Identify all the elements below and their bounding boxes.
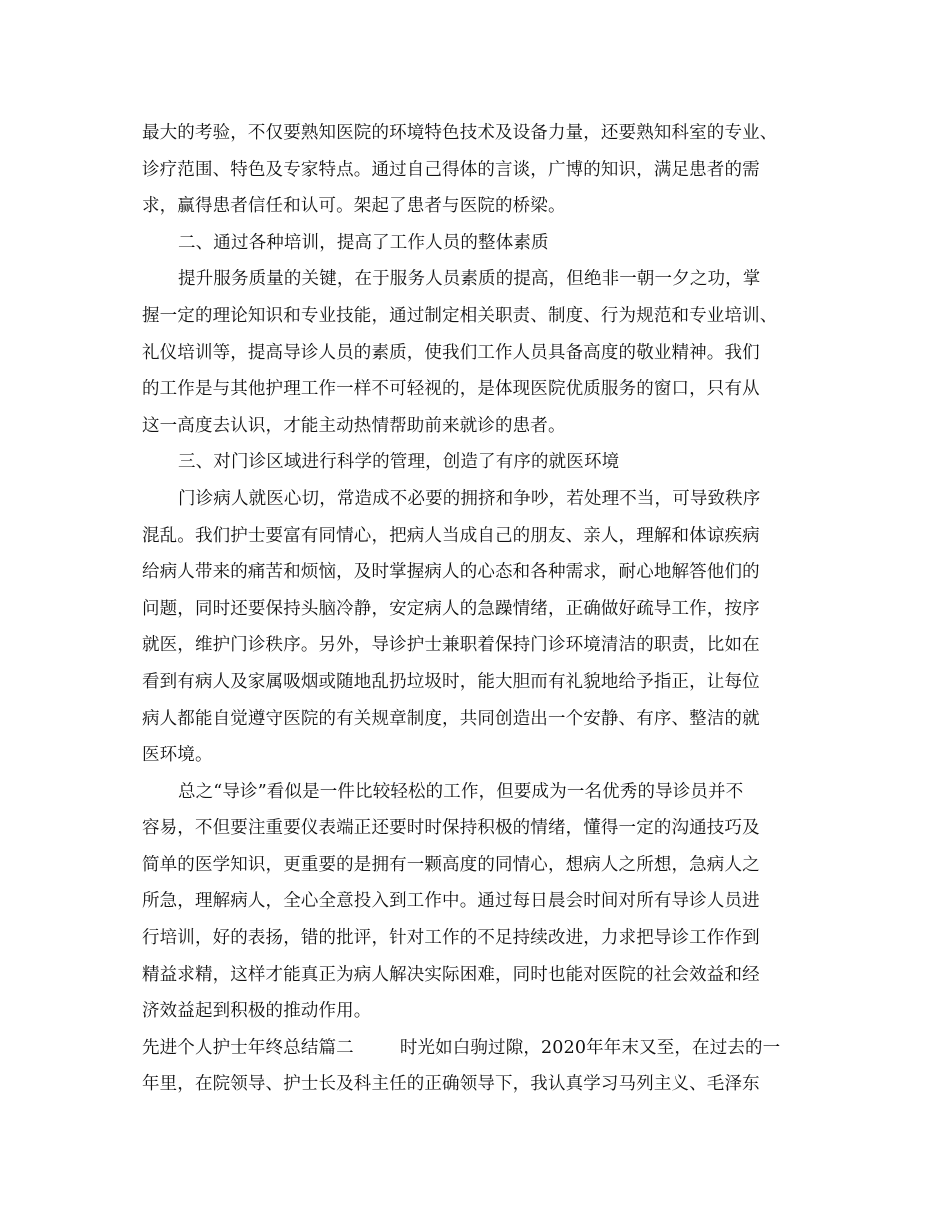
text-line: 病人都能自觉遵守医院的有关规章制度，共同创造出一个安静、有序、整洁的就	[142, 708, 760, 729]
section-lead: 时光如白驹过隙，2020年年末又至，在过去的一	[399, 1037, 781, 1058]
text-line: 行培训，好的表扬，错的批评，针对工作的不足持续改进，力求把导诊工作作到	[142, 928, 760, 949]
text-line: 容易，不但要注重要仪表端正还要时时保持积极的情绪，懂得一定的沟通技巧及	[142, 818, 760, 839]
text-line: 的工作是与其他护理工作一样不可轻视的，是体现医院优质服务的窗口，只有从	[142, 379, 760, 400]
text-line: 医环境。	[142, 745, 213, 766]
section-title-line	[142, 1030, 812, 1067]
text-line: 提升服务质量的关键，在于服务人员素质的提高，但绝非一朝一夕之功，掌	[178, 269, 761, 290]
text-line: 给病人带来的痛苦和烦恼，及时掌握病人的心态和各种需求，耐心地解答他们的	[142, 562, 760, 583]
text-line: 就医，维护门诊秩序。另外，导诊护士兼职着保持门诊环境清洁的职责，比如在	[142, 635, 760, 656]
text-line: 这一高度去认识，才能主动热情帮助前来就诊的患者。	[142, 415, 566, 436]
section-heading-2: 二、通过各种培训，提高了工作人员的整体素质	[178, 232, 549, 253]
text-line: 济效益起到积极的推动作用。	[142, 1001, 372, 1022]
text-line: 总之“导诊”看似是一件比较轻松的工作，但要成为一名优秀的导诊员并不	[178, 781, 744, 802]
section-heading: 先进个人护士年终总结篇二	[142, 1037, 354, 1058]
text-line: 门诊病人就医心切，常造成不必要的拥挤和争吵，若处理不当，可导致秩序	[178, 488, 761, 509]
text-line: 最大的考验，不仅要熟知医院的环境特色技术及设备力量，还要熟知科室的专业、	[142, 123, 778, 143]
text-line: 混乱。我们护士要富有同情心，把病人当成自己的朋友、亲人，理解和体谅疾病	[142, 525, 760, 546]
text-line: 问题，同时还要保持头脑冷静，安定病人的急躁情绪，正确做好疏导工作，按序	[142, 598, 760, 619]
text-line: 握一定的理论知识和专业技能，通过制定相关职责、制度、行为规范和专业培训、	[142, 305, 778, 326]
text-line: 年里，在院领导、护士长及科主任的正确领导下，我认真学习马列主义、毛泽东	[142, 1074, 760, 1095]
text-line: 礼仪培训等，提高导诊人员的素质，使我们工作人员具备高度的敬业精神。我们	[142, 342, 760, 363]
text-line: 所急，理解病人，全心全意投入到工作中。通过每日晨会时间对所有导诊人员进	[142, 891, 760, 912]
text-line: 看到有病人及家属吸烟或随地乱扔垃圾时，能大胆而有礼貌地给予指正，让每位	[142, 671, 760, 692]
text-line: 简单的医学知识，更重要的是拥有一颗高度的同情心，想病人之所想，急病人之	[142, 854, 760, 875]
document-body	[142, 115, 812, 1103]
section-heading-3: 三、对门诊区域进行科学的管理，创造了有序的就医环境	[178, 452, 620, 473]
text-line: 求，赢得患者信任和认可。架起了患者与医院的桥梁。	[142, 196, 566, 217]
text-line: 精益求精，这样才能真正为病人解决实际困难，同时也能对医院的社会效益和经	[142, 964, 760, 985]
text-line: 诊疗范围、特色及专家特点。通过自己得体的言谈，广博的知识，满足患者的需	[142, 159, 760, 180]
